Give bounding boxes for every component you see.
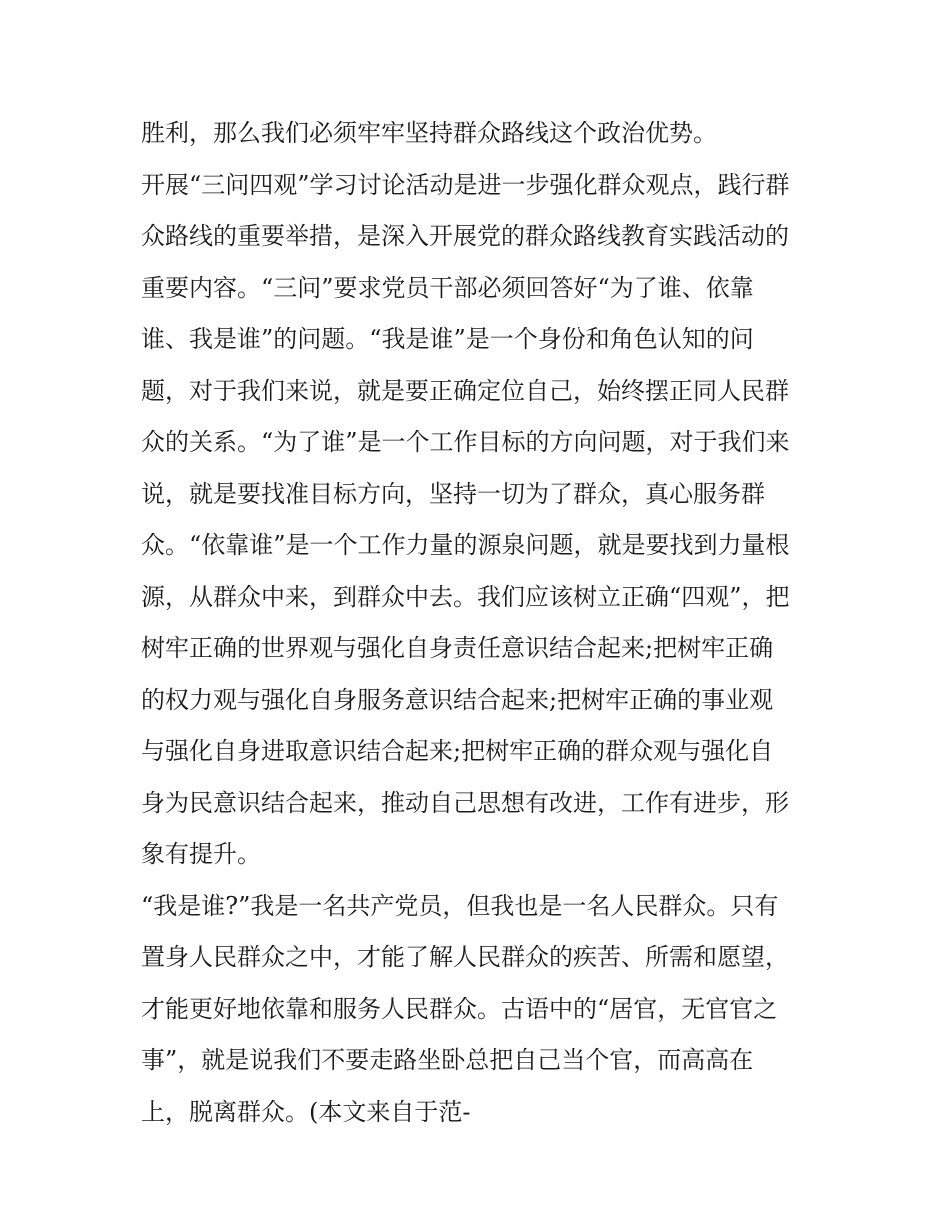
text-line: 开展“三问四观”学习讨论活动是进一步强化群众观点，践行群 [141,170,790,199]
text-line: 众路线的重要举措，是深入开展党的群众路线教育实践活动的 [141,222,789,250]
text-line: 题，对于我们来说，就是要正确定位自己，始终摆正同人民群 [141,376,789,405]
text-line: 象有提升。 [141,840,261,868]
text-line: 说，就是要找准目标方向，坚持一切为了群众，真心服务群 [141,479,765,508]
text-line: 树牢正确的世界观与强化自身责任意识结合起来;把树牢正确 [141,634,774,662]
text-line: 胜利，那么我们必须牢牢坚持群众路线这个政治优势。 [141,119,717,147]
text-line: 上，脱离群众。(本文来自于范- [141,1097,471,1126]
text-line: 身为民意识结合起来，推动自己思想有改进，工作有进步，形 [141,788,789,817]
text-line: 众的关系。“为了谁”是一个工作目标的方向问题，对于我们来 [141,428,790,456]
text-line: “我是谁?”我是一名共产党员，但我也是一名人民群众。只有 [141,891,779,920]
text-line: 才能更好地依靠和服务人民群众。古语中的“居官，无官官之 [141,994,778,1023]
text-line: 谁、我是谁”的问题。“我是谁”是一个身份和角色认知的问 [141,325,754,353]
body-text [141,108,821,1138]
text-line: 与强化自身进取意识结合起来;把树牢正确的群众观与强化自 [141,737,774,765]
text-line: 置身人民群众之中，才能了解人民群众的疾苦、所需和愿望， [141,943,789,971]
text-line: 的权力观与强化自身服务意识结合起来;把树牢正确的事业观 [141,685,774,714]
text-line: 源，从群众中来，到群众中去。我们应该树立正确“四观”，把 [141,582,790,611]
text-line: 众。“依靠谁”是一个工作力量的源泉问题，就是要找到力量根 [141,531,790,559]
text-line: 事”，就是说我们不要走路坐卧总把自己当个官，而高高在 [141,1046,754,1074]
text-line: 重要内容。“三问”要求党员干部必须回答好“为了谁、依靠 [141,273,754,302]
